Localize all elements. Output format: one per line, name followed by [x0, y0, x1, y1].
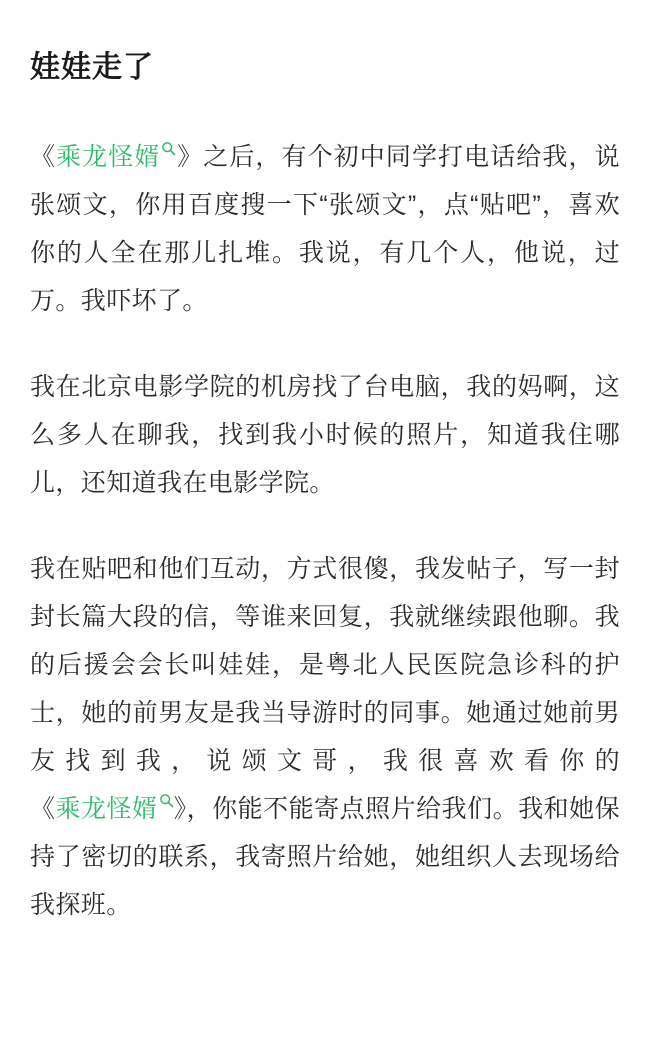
paragraph-text: 《 — [30, 143, 57, 171]
paragraph-text: 》之后，有个初中同学打电话给我，说张颂文，你用百度搜一下“张颂文”，点“贴吧”，喜欢你的人全在那儿扎堆。我说，有几个人，他说，过万。我吓坏了。 — [30, 143, 620, 315]
paragraph — [30, 545, 620, 929]
page-title: 娃娃走了 — [30, 51, 154, 84]
paragraph — [30, 363, 620, 507]
keyword-label: 乘龙怪婿 — [56, 143, 161, 171]
paragraph — [30, 133, 620, 325]
keyword-link[interactable] — [56, 795, 174, 823]
keyword-link[interactable] — [56, 143, 176, 171]
article-body — [30, 133, 620, 929]
keyword-label: 乘龙怪婿 — [55, 795, 158, 823]
search-icon[interactable] — [159, 793, 174, 808]
paragraph-text: 我在北京电影学院的机房找了台电脑，我的妈啊，这么多人在聊我，找到我小时候的照片，知道我住哪儿，还知道我在电影学院。 — [30, 373, 620, 497]
paragraph-text: 》，你能不能寄点照片给我们。我和她保持了密切的联系，我寄照片给她，她组织人去现场给我探班。 — [30, 795, 620, 919]
search-icon[interactable] — [161, 141, 176, 156]
paragraph-text: 我在贴吧和他们互动，方式很傻，我发帖子，写一封封长篇大段的信，等谁来回复，我就继续跟他聊。我的后援会会长叫娃娃，是粤北人民医院急诊科的护士，她的前男友是我当导游时的同事。她通过她前男友找到我，说颂文哥，我很喜欢看你的《 — [30, 555, 620, 823]
